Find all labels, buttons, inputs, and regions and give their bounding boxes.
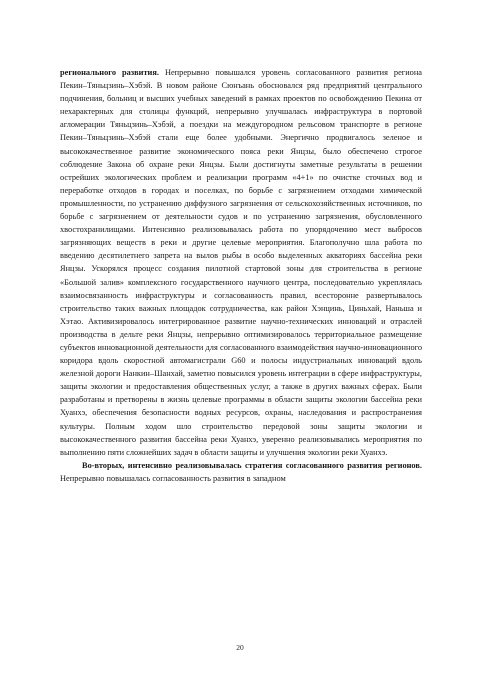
paragraph-lead-bold: Во-вторых, интенсивно реализовывалась стратегия согласованного развития регионов.	[82, 460, 422, 470]
paragraph-lead-bold: регионального развития.	[60, 68, 159, 77]
paragraph-text: Непрерывно повышалась согласованность развития в западном	[60, 473, 286, 483]
paragraph-text: Непрерывно повышался уровень согласованного развития региона Пекин–Тяньцзинь–Хэбэй. В новом районе Сюнъань обосновался ряд предприятий центрального подчинения, больниц и высших учебных заведений в рамках проектов по освобождению Пекина от нехарактерных для столицы функций, непрерывно улучшалась инфраструктура в портовой агломерации Тяньцзинь–Хэбэй, а поездки на междугородном рельсовом транспорте в регионе Пекин–Тяньцзинь–Хэбэй стали еще более удобными. Энергично продвигалось зеленое и высококачественное развитие экономического пояса реки Янцзы, было обеспечено строгое соблюдение Закона об охране реки Янцзы. Были достигнуты заметные результаты в решении острейших экологических проблем и реализации программ «4+1» по очистке сточных вод и переработке отходов в городах и поселках, по борьбе с загрязнением отходами химической промышленности, по устранению диффузного загрязнения от сельскохозяйственных источников, по борьбе с загрязнением от деятельности судов и по устранению загрязнения, обусловленного хвостохранилищами. Интенсивно реализовывалась работа по упорядочению мест выбросов загрязняющих веществ в реки и другие целевые мероприятия. Благополучно шла работа по введению десятилетнего запрета на вылов рыбы в особо выделенных акваториях бассейна реки Янцзы. Ускорялся процесс создания пилотной стартовой зоны для строительства в регионе «Большой залив» комплексного государственного научного центра, последовательно укреплялась взаимосвязанность инфраструктуры и согласованность правил, всесторонне развертывалось строительство таких важных площадок сотрудничества, как район Хэнцинь, Циньхай, Наньша и Хэтао. Активизировалось интегрированное развитие научно-технических инноваций и отраслей производства в дельте реки Янцзы, непрерывно оптимизировалось территориальное размещение субъектов инновационной деятельности для согласованного взаимодействия научно-инновационного коридора вдоль скоростной автомагистрали G60 и полосы индустриальных инноваций вдоль железной дороги Нанкин–Шанхай, заметно повысился уровень интеграции в сфере инфраструктуры, защиты экологии и предоставления общественных услуг, а также в других важных сферах. Были разработаны и претворены в жизнь целевые программы в области защиты экологии бассейна реки Хуанхэ, обеспечения безопасности водных ресурсов, охраны, наследования и распространения культуры. Полным ходом шло строительство передовой зоны защиты экологии и высококачественного развития бассейна реки Хуанхэ, уверенно реализовывались мероприятия по выполнению пяти сложнейших задач в области защиты и улучшения экологии реки Хуанхэ.	[60, 68, 423, 457]
paragraph-secondly	[60, 459, 422, 485]
body-text	[60, 66, 422, 485]
page-number: 20	[236, 643, 244, 652]
paragraph-regional-development	[60, 66, 422, 459]
